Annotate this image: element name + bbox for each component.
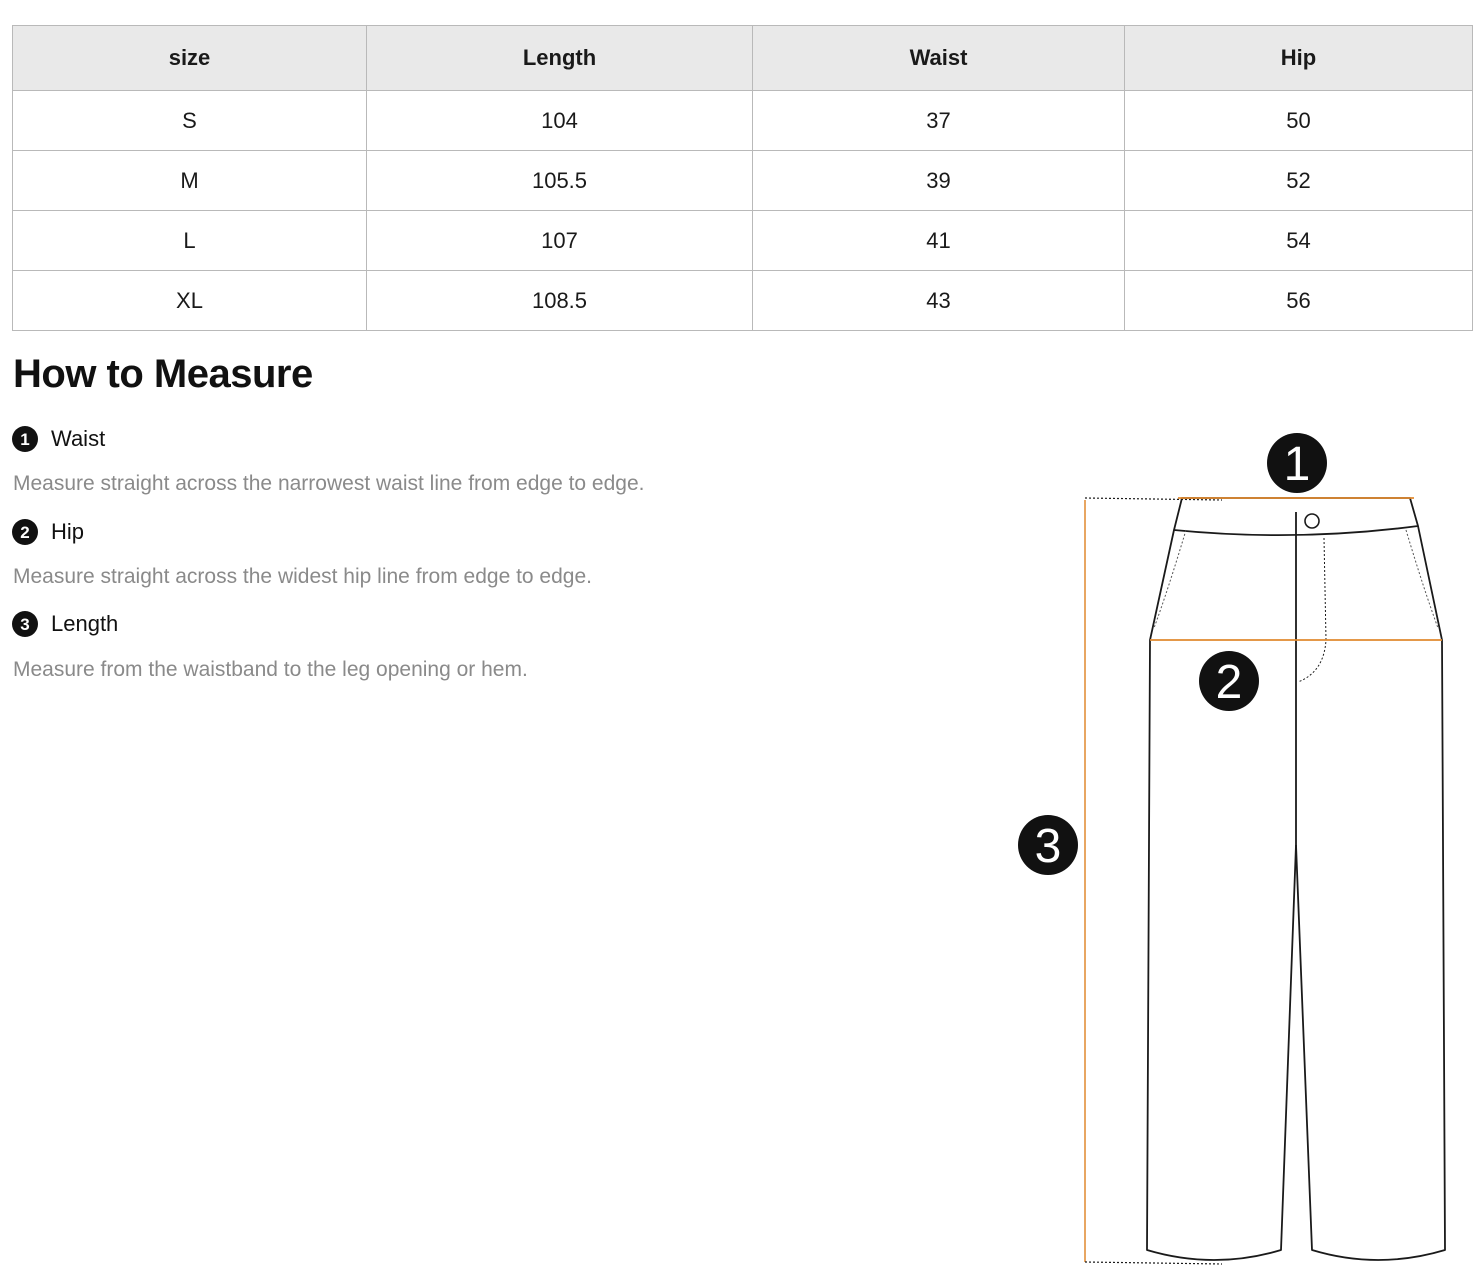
cell-size: M (13, 151, 367, 211)
cell-hip: 56 (1125, 271, 1473, 331)
table-row (13, 91, 1473, 151)
svg-text:2: 2 (1215, 656, 1243, 709)
table-row (13, 271, 1473, 331)
cell-length: 108.5 (367, 271, 753, 331)
cell-hip: 54 (1125, 211, 1473, 271)
step-number-badge: 2 (12, 519, 38, 545)
header-length: Length (367, 26, 753, 91)
how-to-measure-title: How to Measure (13, 352, 313, 396)
header-waist: Waist (753, 26, 1125, 91)
step-description: Measure from the waistband to the leg opening or hem. (13, 658, 528, 681)
marker-waist (1267, 433, 1327, 493)
cell-size: S (13, 91, 367, 151)
step-waist (12, 426, 105, 452)
table-row (13, 211, 1473, 271)
cell-waist: 43 (753, 271, 1125, 331)
marker-length (1018, 815, 1078, 875)
step-description: Measure straight across the widest hip line from edge to edge. (13, 565, 592, 588)
pants-measurement-diagram (1000, 420, 1470, 1280)
button-icon (1305, 514, 1319, 528)
step-label: Length (51, 611, 119, 636)
step-number-badge: 1 (12, 426, 38, 452)
cell-waist: 37 (753, 91, 1125, 151)
step-label: Waist (51, 426, 106, 451)
cell-length: 104 (367, 91, 753, 151)
svg-text:1: 1 (1283, 438, 1311, 491)
cell-length: 107 (367, 211, 753, 271)
length-bottom-guide (1085, 1262, 1222, 1264)
size-chart-table (12, 25, 1473, 331)
step-hip (12, 519, 84, 545)
step-label: Hip (51, 519, 85, 544)
step-description: Measure straight across the narrowest waist line from edge to edge. (13, 472, 645, 495)
table-row (13, 151, 1473, 211)
header-hip: Hip (1125, 26, 1473, 91)
svg-text:3: 3 (1034, 820, 1062, 873)
cell-size: L (13, 211, 367, 271)
table-header-row (13, 26, 1473, 91)
step-length (12, 611, 118, 637)
header-size: size (13, 26, 367, 91)
cell-waist: 39 (753, 151, 1125, 211)
marker-hip (1199, 651, 1259, 711)
fly-stitching (1298, 538, 1326, 682)
pants-outline (1147, 498, 1445, 1260)
cell-hip: 52 (1125, 151, 1473, 211)
cell-length: 105.5 (367, 151, 753, 211)
step-number-badge: 3 (12, 611, 38, 637)
cell-hip: 50 (1125, 91, 1473, 151)
cell-size: XL (13, 271, 367, 331)
cell-waist: 41 (753, 211, 1125, 271)
